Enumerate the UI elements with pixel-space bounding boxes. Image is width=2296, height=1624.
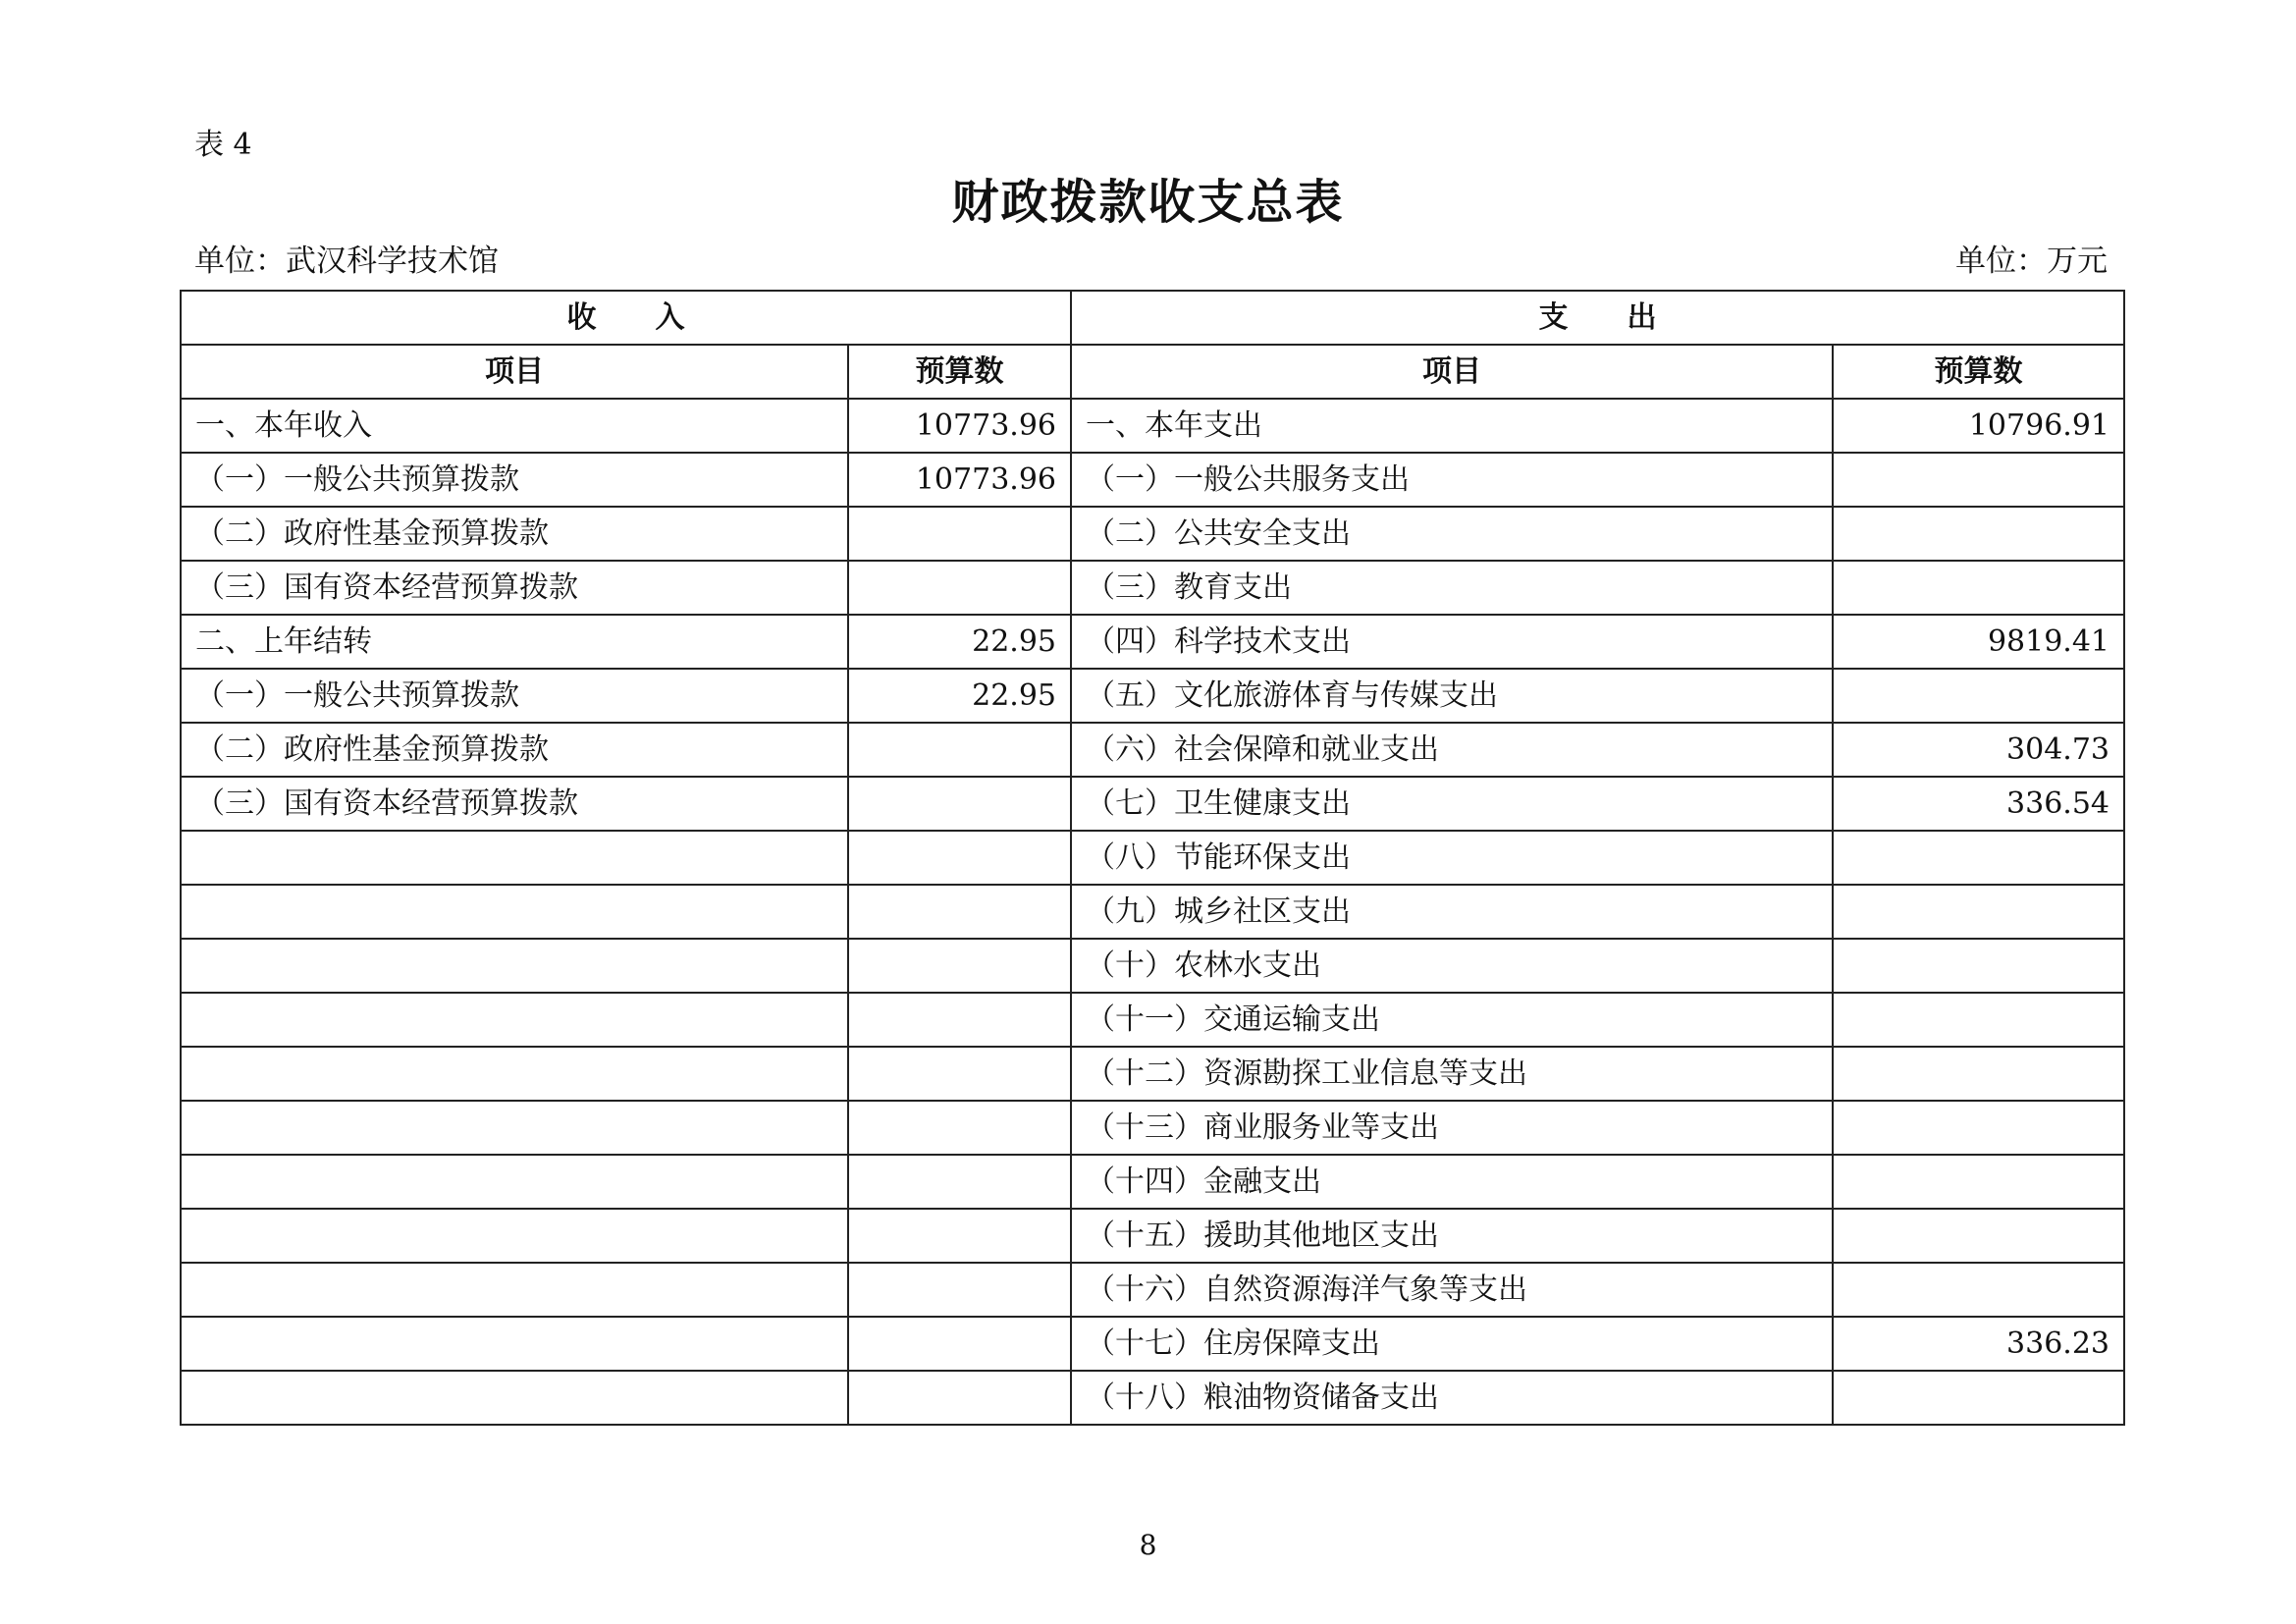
expense-item-cell: （四）科学技术支出 (1071, 615, 1833, 669)
table-row (181, 1317, 2124, 1371)
expense-value-cell (1833, 885, 2124, 939)
table-label: 表 4 (194, 128, 252, 162)
expense-value-cell (1833, 453, 2124, 507)
income-value-cell (848, 1371, 1071, 1425)
income-item-cell (181, 1209, 848, 1263)
income-item-cell (181, 1263, 848, 1317)
expense-item-column-header: 项目 (1071, 345, 1833, 399)
expense-item-cell: （十三）商业服务业等支出 (1071, 1101, 1833, 1155)
expense-value-cell (1833, 993, 2124, 1047)
expense-value-cell (1833, 831, 2124, 885)
income-value-cell (848, 723, 1071, 777)
expense-value-cell: 304.73 (1833, 723, 2124, 777)
table-row (181, 1047, 2124, 1101)
income-value-cell (848, 777, 1071, 831)
expense-item-cell: （二）公共安全支出 (1071, 507, 1833, 561)
table-row (181, 669, 2124, 723)
expense-value-cell: 336.54 (1833, 777, 2124, 831)
section-header-row (181, 291, 2124, 345)
income-item-cell (181, 939, 848, 993)
income-value-cell (848, 939, 1071, 993)
page-title: 财政拨款收支总表 (951, 175, 1345, 230)
expense-item-cell: （十七）住房保障支出 (1071, 1317, 1833, 1371)
expense-value-cell: 10796.91 (1833, 399, 2124, 453)
income-item-cell (181, 1155, 848, 1209)
income-item-cell: （一）一般公共预算拨款 (181, 669, 848, 723)
expense-item-cell: （九）城乡社区支出 (1071, 885, 1833, 939)
income-section-header: 收入 (181, 291, 1071, 345)
expense-value-cell (1833, 1101, 2124, 1155)
expense-value-cell (1833, 507, 2124, 561)
income-budget-column-header: 预算数 (848, 345, 1071, 399)
table-row (181, 615, 2124, 669)
table-row (181, 399, 2124, 453)
table-row (181, 939, 2124, 993)
income-item-cell: （三）国有资本经营预算拨款 (181, 777, 848, 831)
income-value-cell: 10773.96 (848, 399, 1071, 453)
table-row (181, 561, 2124, 615)
income-value-cell (848, 1101, 1071, 1155)
expense-item-cell: （十五）援助其他地区支出 (1071, 1209, 1833, 1263)
income-item-cell (181, 1371, 848, 1425)
income-value-cell (848, 561, 1071, 615)
expense-value-cell (1833, 1263, 2124, 1317)
income-item-cell (181, 993, 848, 1047)
income-item-cell (181, 1047, 848, 1101)
expense-value-cell (1833, 669, 2124, 723)
table-row (181, 1371, 2124, 1425)
table-row (181, 993, 2124, 1047)
expense-item-cell: （一）一般公共服务支出 (1071, 453, 1833, 507)
income-value-cell (848, 1317, 1071, 1371)
expense-item-cell: （六）社会保障和就业支出 (1071, 723, 1833, 777)
income-value-cell (848, 1209, 1071, 1263)
income-value-cell: 22.95 (848, 615, 1071, 669)
expense-item-cell: （十一）交通运输支出 (1071, 993, 1833, 1047)
column-header-row (181, 345, 2124, 399)
income-value-cell (848, 1155, 1071, 1209)
expense-item-cell: （五）文化旅游体育与传媒支出 (1071, 669, 1833, 723)
income-value-cell: 10773.96 (848, 453, 1071, 507)
currency-unit: 单位：万元 (1955, 244, 2108, 279)
income-item-cell: （一）一般公共预算拨款 (181, 453, 848, 507)
expense-item-cell: （十八）粮油物资储备支出 (1071, 1371, 1833, 1425)
expense-value-cell: 336.23 (1833, 1317, 2124, 1371)
income-value-cell (848, 1047, 1071, 1101)
table-row (181, 453, 2124, 507)
expense-item-cell: （十四）金融支出 (1071, 1155, 1833, 1209)
income-item-cell (181, 831, 848, 885)
income-item-column-header: 项目 (181, 345, 848, 399)
income-value-cell (848, 831, 1071, 885)
income-item-cell (181, 1317, 848, 1371)
expense-item-cell: （十）农林水支出 (1071, 939, 1833, 993)
income-item-cell: 二、上年结转 (181, 615, 848, 669)
income-item-cell: （三）国有资本经营预算拨款 (181, 561, 848, 615)
table-row (181, 723, 2124, 777)
table-row (181, 831, 2124, 885)
table-header (181, 291, 2124, 399)
expense-value-cell (1833, 939, 2124, 993)
expense-value-cell (1833, 1209, 2124, 1263)
income-value-cell (848, 993, 1071, 1047)
table-row (181, 1101, 2124, 1155)
income-item-cell (181, 1101, 848, 1155)
table-row (181, 777, 2124, 831)
expense-budget-column-header: 预算数 (1833, 345, 2124, 399)
page-number: 8 (1139, 1529, 1157, 1561)
table-row (181, 885, 2124, 939)
income-value-cell: 22.95 (848, 669, 1071, 723)
expense-item-cell: （三）教育支出 (1071, 561, 1833, 615)
expense-item-cell: （七）卫生健康支出 (1071, 777, 1833, 831)
budget-summary-table (180, 290, 2125, 1426)
organization-unit: 单位：武汉科学技术馆 (194, 244, 499, 279)
table-row (181, 1155, 2124, 1209)
expense-item-cell: （八）节能环保支出 (1071, 831, 1833, 885)
expense-item-cell: （十六）自然资源海洋气象等支出 (1071, 1263, 1833, 1317)
expense-item-cell: 一、本年支出 (1071, 399, 1833, 453)
expense-value-cell (1833, 1047, 2124, 1101)
table-row (181, 507, 2124, 561)
expense-value-cell (1833, 1155, 2124, 1209)
expense-section-header: 支出 (1071, 291, 2124, 345)
income-value-cell (848, 885, 1071, 939)
income-item-cell: 一、本年收入 (181, 399, 848, 453)
table-body (181, 399, 2124, 1425)
table-row (181, 1209, 2124, 1263)
income-item-cell (181, 885, 848, 939)
expense-value-cell: 9819.41 (1833, 615, 2124, 669)
income-value-cell (848, 1263, 1071, 1317)
expense-value-cell (1833, 1371, 2124, 1425)
income-value-cell (848, 507, 1071, 561)
expense-item-cell: （十二）资源勘探工业信息等支出 (1071, 1047, 1833, 1101)
expense-value-cell (1833, 561, 2124, 615)
income-item-cell: （二）政府性基金预算拨款 (181, 507, 848, 561)
income-item-cell: （二）政府性基金预算拨款 (181, 723, 848, 777)
table-row (181, 1263, 2124, 1317)
